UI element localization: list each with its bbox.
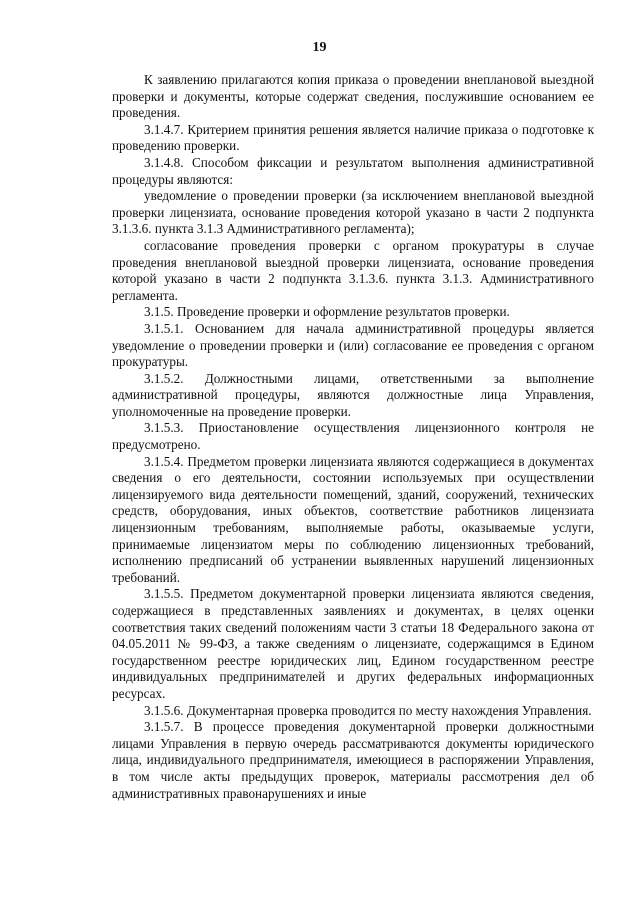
page-number: 19 — [312, 40, 327, 55]
paragraph: 3.1.5.3. Приостановление осуществления лицензионного контроля не предусмотрено. — [112, 420, 594, 453]
paragraph: уведомление о проведении проверки (за исключением внеплановой выездной проверки лицензиата, основание проведения которой указано в части 2 подпункта 3.1.3.6. пункта 3.1.3 Административного регламента); — [112, 188, 594, 237]
paragraph: 3.1.5.2. Должностными лицами, ответственными за выполнение административной процедуры, являются должностные лица Управления, уполномоченные на проведение проверки. — [112, 370, 594, 419]
paragraph: 3.1.5.7. В процессе проведения документарной проверки должностными лицами Управления в первую очередь рассматриваются документы юридического лица, индивидуального предпринимателя, имеющиеся в распоряжении Управления, в том числе акты предыдущих проверок, материалы рассмотрения дел об административных правонарушениях и иные — [112, 719, 594, 801]
paragraph: 3.1.5. Проведение проверки и оформление результатов проверки. — [144, 304, 510, 320]
paragraph: 3.1.4.7. Критерием принятия решения является наличие приказа о подготовке к проведению проверки. — [112, 121, 594, 154]
paragraph: К заявлению прилагаются копия приказа о проведении внеплановой выездной проверки и документы, которые содержат сведения, послужившие основанием ее проведения. — [112, 72, 594, 121]
paragraph: 3.1.5.5. Предметом документарной проверки лицензиата являются сведения, содержащиеся в представленных заявлениях и документах, в целях оценки соответствия таких сведений положениям части 3 статьи 18 Федерального закона от 04.05.2011 № 99-ФЗ, а также сведениям о лицензиате, содержащимся в Едином государственном реестре юридических лиц, Едином государственном реестре индивидуальных предпринимателей и других федеральных информационных ресурсах. — [112, 586, 594, 701]
paragraph: согласование проведения проверки с органом прокуратуры в случае проведения внеплановой выездной проверки лицензиата, основание проведения которой указано в части 2 подпункта 3.1.3.6. пункта 3.1.3. Административного регламента. — [112, 237, 594, 303]
document-body — [112, 72, 594, 802]
paragraph: 3.1.5.4. Предметом проверки лицензиата являются содержащиеся в документах сведения о его деятельности, состоянии используемых при осуществлении лицензируемого вида деятельности помещений, зданий, сооружений, технических средств, оборудования, иных объектов, соответствие работников лицензиата лицензионным требованиям, выполняемые работы, оказываемые услуги, принимаемые лицензиатом меры по соблюдению лицензионных требований, исполнению предписаний об устранении выявленных нарушений лицензионных требований. — [112, 453, 594, 585]
paragraph: 3.1.5.1. Основанием для начала административной процедуры является уведомление о проведении проверки и (или) согласование ее проведения с органом прокуратуры. — [112, 320, 594, 370]
paragraph: 3.1.5.6. Документарная проверка проводится по месту нахождения Управления. — [144, 702, 592, 718]
paragraph: 3.1.4.8. Способом фиксации и результатом выполнения административной процедуры являются: — [112, 154, 594, 187]
